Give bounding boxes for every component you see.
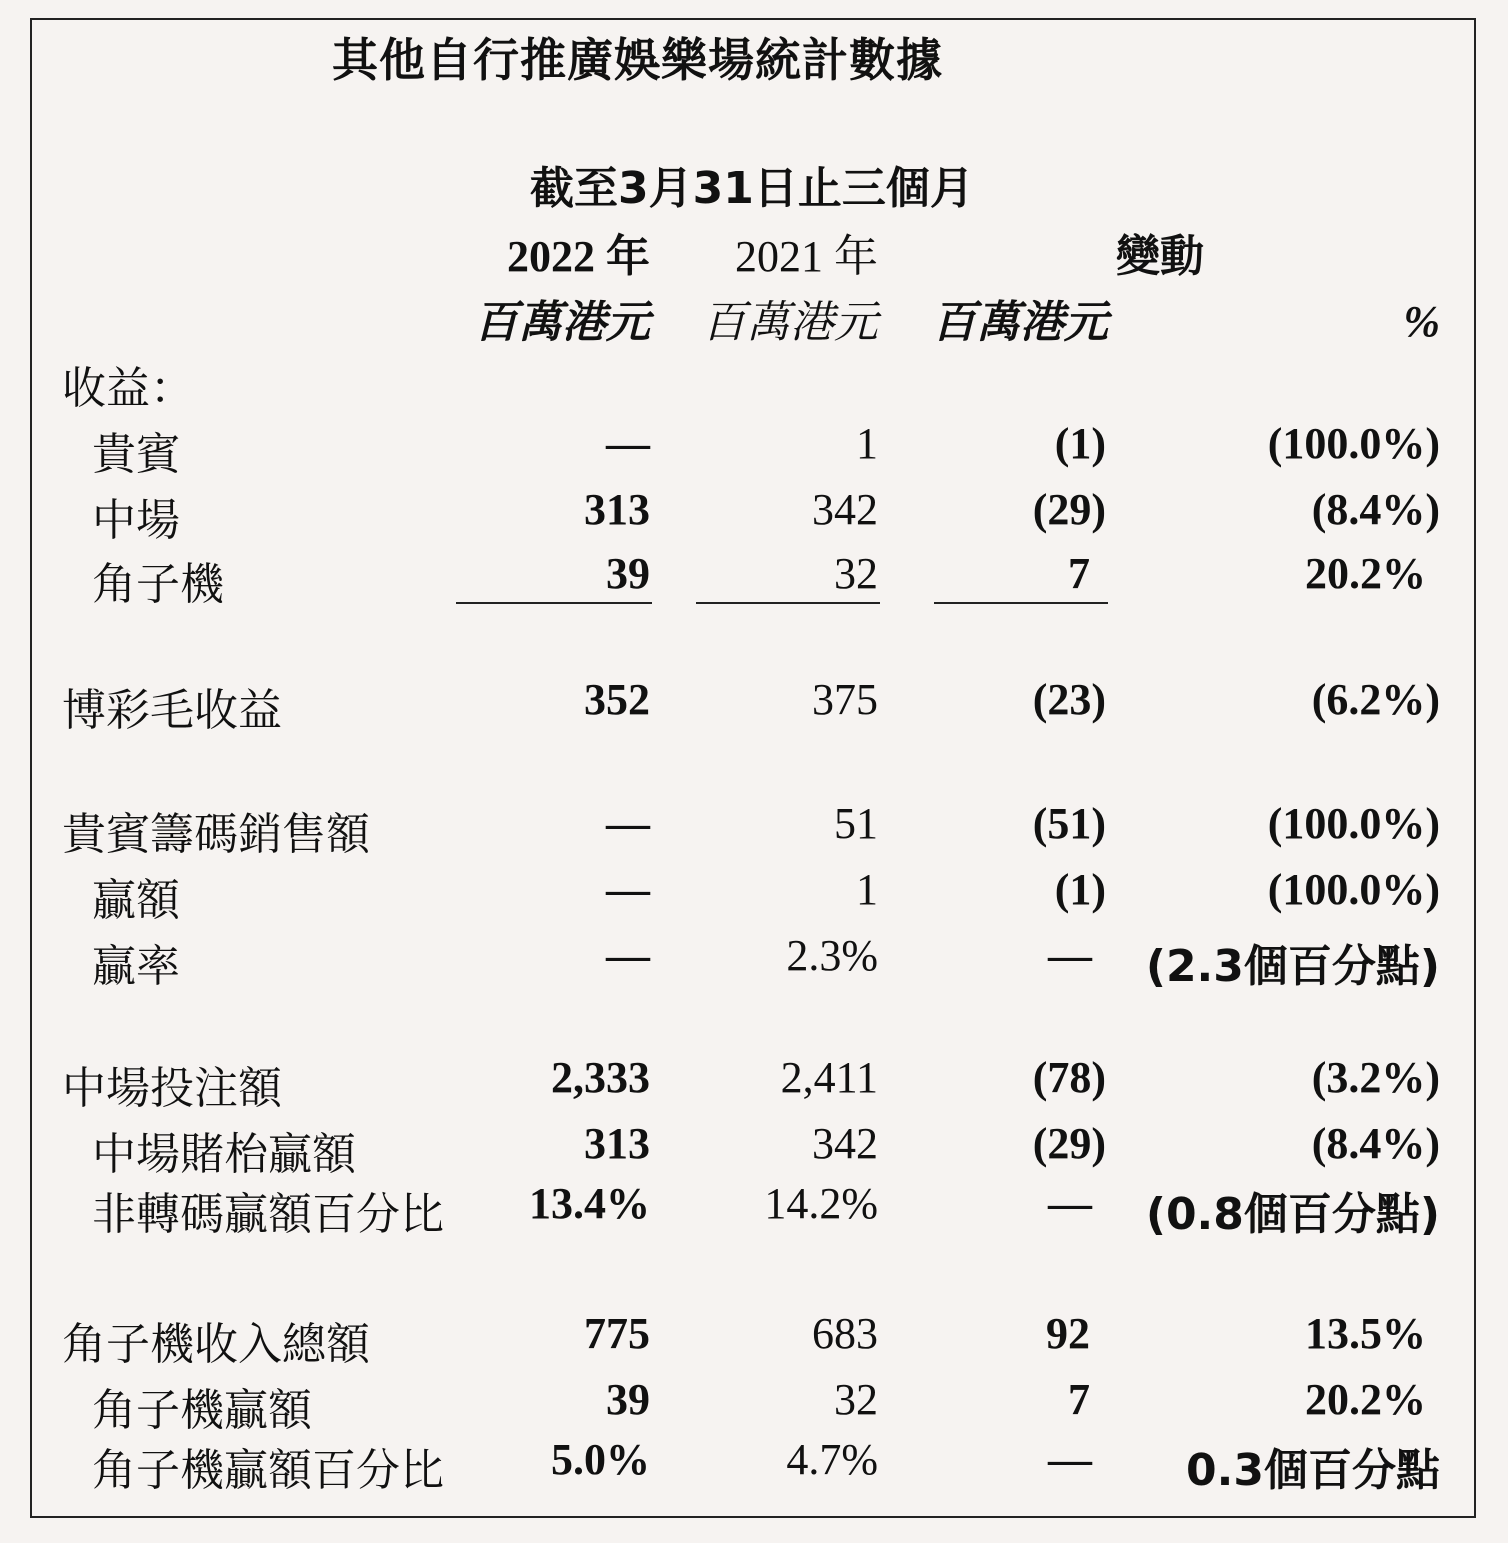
- table-row-ggr: [0, 674, 1508, 738]
- table-row-mass-drop: [0, 1052, 1508, 1116]
- value-2021: 51: [834, 799, 878, 848]
- header-2022: 2022 年: [507, 232, 650, 281]
- value-percent: (100.0%): [1267, 419, 1440, 468]
- row-label: 角子機贏額: [92, 1385, 312, 1436]
- subtotal-rule-2022: [456, 602, 652, 604]
- table-row-slot-hold: [0, 1434, 1508, 1498]
- value-change: (23): [1032, 675, 1106, 724]
- row-label: 角子機贏額百分比: [92, 1445, 444, 1496]
- value-change: (1): [1054, 865, 1106, 914]
- table-row-vip-win-rate: [0, 930, 1508, 994]
- value-change: (29): [1032, 1119, 1106, 1168]
- value-2022: 775: [584, 1309, 650, 1358]
- period-heading: 截至3月31日止三個月: [530, 163, 974, 214]
- value-percent: (100.0%): [1267, 865, 1440, 914]
- value-2022: —: [606, 419, 650, 468]
- value-2021: 375: [812, 675, 878, 724]
- header-change: 變動: [1116, 231, 1204, 282]
- table-row-mass-hold: [0, 1178, 1508, 1242]
- row-label: 中場: [92, 495, 180, 546]
- row-label: 貴賓籌碼銷售額: [62, 809, 370, 860]
- value-2022: 13.4%: [529, 1179, 650, 1228]
- value-percent: (8.4%): [1311, 485, 1440, 534]
- value-percent: (3.2%): [1311, 1053, 1440, 1102]
- value-change: —: [1048, 1435, 1092, 1484]
- value-2022: 39: [606, 549, 650, 598]
- value-2021: 342: [812, 485, 878, 534]
- row-label: 角子機: [92, 559, 224, 610]
- table-row-mass: [0, 484, 1508, 548]
- table-row-slot-win: [0, 1374, 1508, 1438]
- value-change: (29): [1032, 485, 1106, 534]
- value-percent: 0.3個百分點: [1186, 1445, 1440, 1496]
- value-percent: (0.8個百分點): [1145, 1189, 1440, 1240]
- value-percent: (8.4%): [1311, 1119, 1440, 1168]
- value-2021: 14.2%: [764, 1179, 878, 1228]
- value-2021: 683: [812, 1309, 878, 1358]
- value-2021: 342: [812, 1119, 878, 1168]
- section-revenue-label: 收益：: [62, 363, 194, 414]
- table-row-mass-table-win: [0, 1118, 1508, 1182]
- subtotal-rule-2021: [696, 602, 880, 604]
- value-2022: 2,333: [551, 1053, 650, 1102]
- value-change: 92: [1046, 1309, 1090, 1358]
- value-change: —: [1048, 1179, 1092, 1228]
- value-change: —: [1048, 931, 1092, 980]
- value-percent: (2.3個百分點): [1145, 941, 1440, 992]
- row-label: 贏率: [92, 941, 180, 992]
- row-label: 中場投注額: [62, 1063, 282, 1114]
- page-title: 其他自行推廣娛樂場統計數據: [332, 33, 943, 87]
- row-label: 角子機收入總額: [62, 1319, 370, 1370]
- value-change: (78): [1032, 1053, 1106, 1102]
- row-label: 貴賓: [92, 429, 180, 480]
- value-change: (1): [1054, 419, 1106, 468]
- value-2022: 313: [584, 485, 650, 534]
- value-percent: 20.2%: [1305, 549, 1426, 598]
- row-label: 非轉碼贏額百分比: [92, 1189, 444, 1240]
- value-2021: 32: [834, 549, 878, 598]
- value-2021: 4.7%: [786, 1435, 878, 1484]
- value-change: (51): [1032, 799, 1106, 848]
- value-percent: (6.2%): [1311, 675, 1440, 724]
- value-2021: 2.3%: [786, 931, 878, 980]
- unit-change: 百萬港元: [932, 297, 1108, 348]
- value-2022: 352: [584, 675, 650, 724]
- section-revenue-row: [0, 352, 1508, 416]
- subtotal-rule-change: [934, 602, 1108, 604]
- table-row-vip: [0, 418, 1508, 482]
- value-2021: 1: [856, 865, 878, 914]
- unit-percent: %: [1403, 297, 1440, 346]
- unit-2021: 百萬港元: [702, 297, 878, 348]
- value-percent: (100.0%): [1267, 799, 1440, 848]
- value-2021: 32: [834, 1375, 878, 1424]
- value-2022: —: [606, 865, 650, 914]
- value-2022: —: [606, 931, 650, 980]
- value-2022: 313: [584, 1119, 650, 1168]
- value-percent: 20.2%: [1305, 1375, 1426, 1424]
- value-2021: 2,411: [780, 1053, 878, 1102]
- value-change: 7: [1068, 1375, 1090, 1424]
- row-label: 中場賭枱贏額: [92, 1129, 356, 1180]
- row-label: 贏額: [92, 875, 180, 926]
- header-2021: 2021 年: [735, 232, 878, 281]
- value-2022: —: [606, 799, 650, 848]
- table-row-vip-rolling: [0, 798, 1508, 862]
- row-label: 博彩毛收益: [62, 685, 282, 736]
- value-2022: 39: [606, 1375, 650, 1424]
- value-change: 7: [1068, 549, 1090, 598]
- unit-2022: 百萬港元: [474, 297, 650, 348]
- value-2021: 1: [856, 419, 878, 468]
- table-row-slot-handle: [0, 1308, 1508, 1372]
- value-2022: 5.0%: [551, 1435, 650, 1484]
- table-row-vip-win: [0, 864, 1508, 928]
- value-percent: 13.5%: [1305, 1309, 1426, 1358]
